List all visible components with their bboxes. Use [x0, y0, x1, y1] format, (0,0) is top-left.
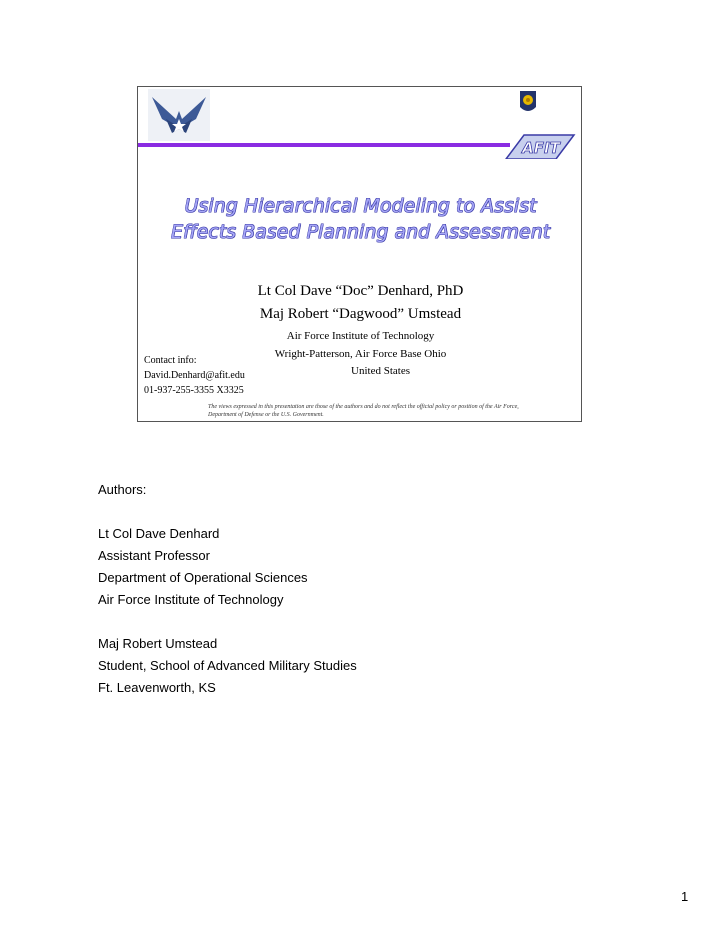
accent-bar	[138, 143, 510, 147]
notes-line: Authors:	[98, 482, 147, 497]
contact-info	[144, 353, 245, 398]
notes-line: Maj Robert Umstead	[98, 636, 218, 651]
author-1: Lt Col Dave “Doc” Denhard, PhD	[257, 283, 464, 299]
notes-line: Assistant Professor	[98, 548, 210, 563]
notes-line	[98, 611, 357, 633]
contact-email: David.Denhard@afit.edu	[144, 370, 245, 381]
speaker-notes	[98, 479, 357, 699]
institution: Air Force Institute of Technology	[286, 330, 435, 342]
country: United States	[351, 365, 410, 377]
notes-line	[98, 501, 357, 523]
notes-line: Ft. Leavenworth, KS	[98, 680, 216, 695]
contact-label: Contact info:	[144, 355, 197, 366]
contact-phone: 01-937-255-3355 X3325	[144, 385, 244, 396]
air-force-wings-logo	[148, 89, 210, 141]
notes-line: Lt Col Dave Denhard	[98, 526, 220, 541]
disclaimer: The views expressed in this presentation are those of the authors and do not reflect the official policy or position of the Air Force, Department of Defense or the U.S. Government.	[208, 404, 519, 418]
slide-thumbnail	[137, 86, 582, 422]
notes-line: Department of Operational Sciences	[98, 570, 308, 585]
page-number: 1	[681, 889, 689, 904]
notes-line: Air Force Institute of Technology	[98, 592, 284, 607]
afit-logo-text: AFIT	[522, 139, 560, 157]
slide-title-line-1: Using Hierarchical Modeling to Assist	[184, 195, 537, 217]
notes-line: Student, School of Advanced Military Studies	[98, 658, 357, 673]
location: Wright-Patterson, Air Force Base Ohio	[274, 348, 447, 360]
slide-title-line-2: Effects Based Planning and Assessment	[170, 221, 551, 243]
author-2: Maj Robert “Dagwood” Umstead	[259, 306, 462, 322]
afit-logo	[498, 89, 578, 159]
